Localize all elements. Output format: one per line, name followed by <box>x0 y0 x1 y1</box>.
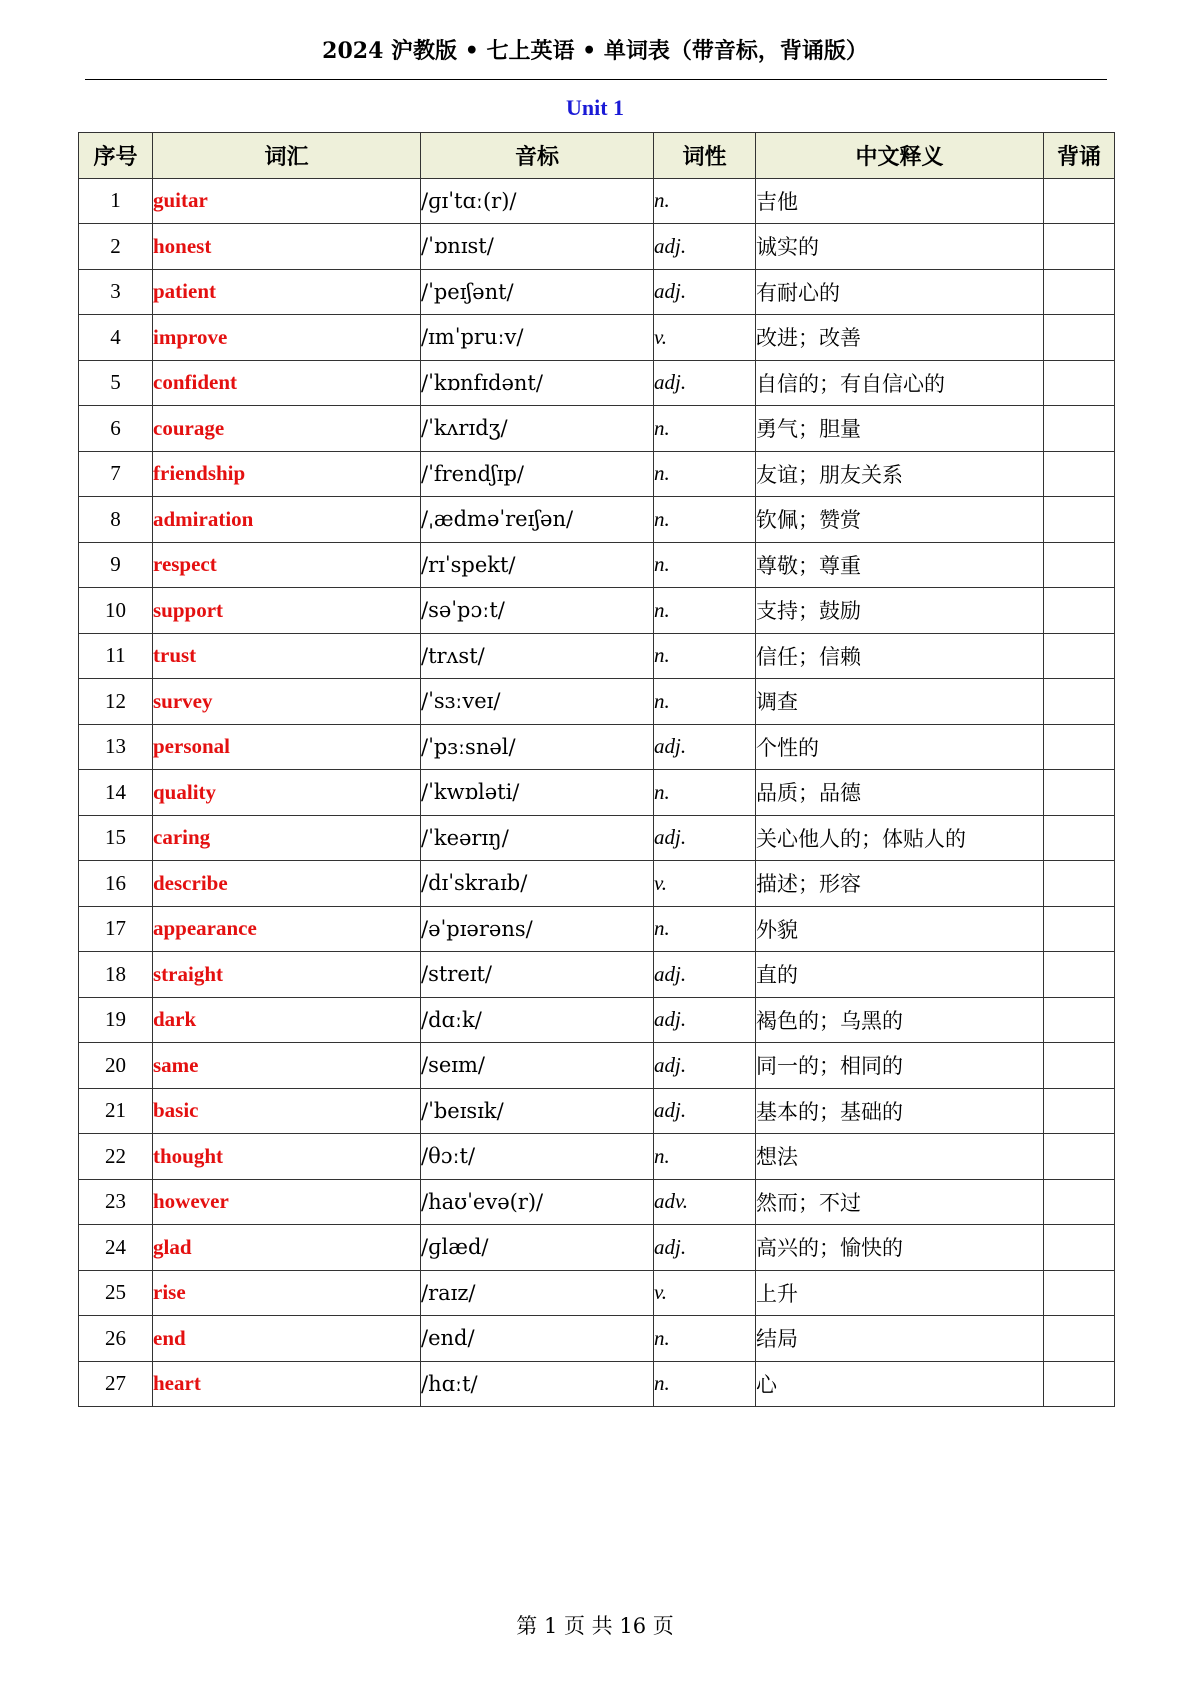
row-number: 24 <box>79 1225 153 1271</box>
part-of-speech: n. <box>654 906 756 952</box>
chinese-meaning: 改进；改善 <box>756 315 1044 361</box>
chinese-meaning: 心 <box>756 1361 1044 1407</box>
vocab-word: caring <box>153 815 421 861</box>
recite-checkbox-cell <box>1044 315 1115 361</box>
header-divider <box>85 79 1107 80</box>
chinese-meaning: 信任；信赖 <box>756 633 1044 679</box>
recite-checkbox-cell <box>1044 1134 1115 1180</box>
unit-title: Unit 1 <box>565 95 625 120</box>
vocab-word: personal <box>153 724 421 770</box>
recite-checkbox-cell <box>1044 952 1115 998</box>
chinese-meaning: 诚实的 <box>756 224 1044 270</box>
part-of-speech: n. <box>654 497 756 543</box>
recite-checkbox-cell <box>1044 451 1115 497</box>
row-number: 23 <box>79 1179 153 1225</box>
vocab-word: glad <box>153 1225 421 1271</box>
recite-checkbox-cell <box>1044 1225 1115 1271</box>
phonetic-transcription: /ˈpeɪʃənt/ <box>421 269 654 315</box>
recite-checkbox-cell <box>1044 497 1115 543</box>
chinese-meaning: 描述；形容 <box>756 861 1044 907</box>
row-number: 9 <box>79 542 153 588</box>
row-number: 18 <box>79 952 153 998</box>
table-body <box>79 178 1115 1407</box>
part-of-speech: n. <box>654 588 756 634</box>
table-row <box>79 542 1115 588</box>
phonetic-transcription: /ɡlæd/ <box>421 1225 654 1271</box>
row-number: 25 <box>79 1270 153 1316</box>
table-row <box>79 1316 1115 1362</box>
recite-checkbox-cell <box>1044 588 1115 634</box>
vocab-word: appearance <box>153 906 421 952</box>
table-row <box>79 451 1115 497</box>
table-row <box>79 1361 1115 1407</box>
part-of-speech: adj. <box>654 952 756 998</box>
chinese-meaning: 然而；不过 <box>756 1179 1044 1225</box>
phonetic-transcription: /raɪz/ <box>421 1270 654 1316</box>
vocab-word: admiration <box>153 497 421 543</box>
chinese-meaning: 支持；鼓励 <box>756 588 1044 634</box>
recite-checkbox-cell <box>1044 360 1115 406</box>
phonetic-transcription: /haʊˈevə(r)/ <box>421 1179 654 1225</box>
vocab-word: basic <box>153 1088 421 1134</box>
table-header-row <box>79 133 1115 179</box>
phonetic-transcription: /hɑːt/ <box>421 1361 654 1407</box>
phonetic-transcription: /ˌædməˈreɪʃən/ <box>421 497 654 543</box>
table-row <box>79 815 1115 861</box>
table-row <box>79 497 1115 543</box>
page-footer: 第 1 页 共 16 页 <box>516 1614 674 1638</box>
chinese-meaning: 自信的；有自信心的 <box>756 360 1044 406</box>
part-of-speech: adj. <box>654 1088 756 1134</box>
phonetic-transcription: /dɪˈskraɪb/ <box>421 861 654 907</box>
part-of-speech: n. <box>654 1316 756 1362</box>
column-header-part-of-speech: 词性 <box>654 133 756 179</box>
row-number: 8 <box>79 497 153 543</box>
recite-checkbox-cell <box>1044 679 1115 725</box>
table-row <box>79 588 1115 634</box>
table-row <box>79 1225 1115 1271</box>
recite-checkbox-cell <box>1044 406 1115 452</box>
part-of-speech: adj. <box>654 997 756 1043</box>
chinese-meaning: 基本的；基础的 <box>756 1088 1044 1134</box>
vocab-word: same <box>153 1043 421 1089</box>
chinese-meaning: 褐色的；乌黑的 <box>756 997 1044 1043</box>
part-of-speech: adj. <box>654 269 756 315</box>
row-number: 16 <box>79 861 153 907</box>
chinese-meaning: 勇气；胆量 <box>756 406 1044 452</box>
vocab-word: survey <box>153 679 421 725</box>
recite-checkbox-cell <box>1044 724 1115 770</box>
vocab-word: however <box>153 1179 421 1225</box>
vocab-word: patient <box>153 269 421 315</box>
table-row <box>79 1043 1115 1089</box>
chinese-meaning: 友谊；朋友关系 <box>756 451 1044 497</box>
part-of-speech: n. <box>654 542 756 588</box>
row-number: 2 <box>79 224 153 270</box>
part-of-speech: adj. <box>654 1043 756 1089</box>
recite-checkbox-cell <box>1044 861 1115 907</box>
vocab-word: guitar <box>153 178 421 224</box>
recite-checkbox-cell <box>1044 1179 1115 1225</box>
vocab-word: dark <box>153 997 421 1043</box>
row-number: 4 <box>79 315 153 361</box>
part-of-speech: n. <box>654 1134 756 1180</box>
table-row <box>79 406 1115 452</box>
table-row <box>79 178 1115 224</box>
chinese-meaning: 个性的 <box>756 724 1044 770</box>
table-row <box>79 997 1115 1043</box>
phonetic-transcription: /seɪm/ <box>421 1043 654 1089</box>
recite-checkbox-cell <box>1044 997 1115 1043</box>
row-number: 19 <box>79 997 153 1043</box>
table-row <box>79 1179 1115 1225</box>
chinese-meaning: 钦佩；赞赏 <box>756 497 1044 543</box>
phonetic-transcription: /trʌst/ <box>421 633 654 679</box>
vocab-word: confident <box>153 360 421 406</box>
vocab-word: improve <box>153 315 421 361</box>
chinese-meaning: 品质；品德 <box>756 770 1044 816</box>
phonetic-transcription: /streɪt/ <box>421 952 654 998</box>
part-of-speech: n. <box>654 451 756 497</box>
chinese-meaning: 直的 <box>756 952 1044 998</box>
phonetic-transcription: /ɪmˈpruːv/ <box>421 315 654 361</box>
chinese-meaning: 外貌 <box>756 906 1044 952</box>
row-number: 7 <box>79 451 153 497</box>
table-row <box>79 269 1115 315</box>
recite-checkbox-cell <box>1044 1361 1115 1407</box>
row-number: 27 <box>79 1361 153 1407</box>
vocab-word: courage <box>153 406 421 452</box>
chinese-meaning: 关心他人的；体贴人的 <box>756 815 1044 861</box>
row-number: 21 <box>79 1088 153 1134</box>
table-row <box>79 224 1115 270</box>
row-number: 26 <box>79 1316 153 1362</box>
chinese-meaning: 上升 <box>756 1270 1044 1316</box>
part-of-speech: adj. <box>654 1225 756 1271</box>
table-row <box>79 360 1115 406</box>
phonetic-transcription: /əˈpɪərəns/ <box>421 906 654 952</box>
chinese-meaning: 结局 <box>756 1316 1044 1362</box>
part-of-speech: v. <box>654 1270 756 1316</box>
recite-checkbox-cell <box>1044 542 1115 588</box>
chinese-meaning: 高兴的；愉快的 <box>756 1225 1044 1271</box>
vocab-word: trust <box>153 633 421 679</box>
row-number: 10 <box>79 588 153 634</box>
column-header-phonetic: 音标 <box>421 133 654 179</box>
part-of-speech: adv. <box>654 1179 756 1225</box>
chinese-meaning: 尊敬；尊重 <box>756 542 1044 588</box>
column-header-recite: 背诵 <box>1044 133 1115 179</box>
vocab-word: rise <box>153 1270 421 1316</box>
page-header: 2024 沪教版 • 七上英语 • 单词表（带音标，背诵版） <box>322 38 868 64</box>
vocab-word: end <box>153 1316 421 1362</box>
vocab-word: honest <box>153 224 421 270</box>
vocab-word: quality <box>153 770 421 816</box>
phonetic-transcription: /ˈbeɪsɪk/ <box>421 1088 654 1134</box>
part-of-speech: n. <box>654 770 756 816</box>
row-number: 5 <box>79 360 153 406</box>
phonetic-transcription: /ˈɒnɪst/ <box>421 224 654 270</box>
phonetic-transcription: /ˈkeərɪŋ/ <box>421 815 654 861</box>
table-row <box>79 1270 1115 1316</box>
phonetic-transcription: /θɔːt/ <box>421 1134 654 1180</box>
part-of-speech: adj. <box>654 815 756 861</box>
column-header-chinese-meaning: 中文释义 <box>756 133 1044 179</box>
row-number: 13 <box>79 724 153 770</box>
row-number: 17 <box>79 906 153 952</box>
table-row <box>79 679 1115 725</box>
table-row <box>79 906 1115 952</box>
table-row <box>79 1088 1115 1134</box>
vocab-word: thought <box>153 1134 421 1180</box>
part-of-speech: v. <box>654 315 756 361</box>
phonetic-transcription: /ɡɪˈtɑː(r)/ <box>421 178 654 224</box>
phonetic-transcription: /ˈpɜːsnəl/ <box>421 724 654 770</box>
part-of-speech: adj. <box>654 724 756 770</box>
recite-checkbox-cell <box>1044 178 1115 224</box>
column-header-word: 词汇 <box>153 133 421 179</box>
row-number: 22 <box>79 1134 153 1180</box>
phonetic-transcription: /end/ <box>421 1316 654 1362</box>
chinese-meaning: 吉他 <box>756 178 1044 224</box>
vocab-word: heart <box>153 1361 421 1407</box>
vocab-word: describe <box>153 861 421 907</box>
chinese-meaning: 想法 <box>756 1134 1044 1180</box>
phonetic-transcription: /ˈkwɒləti/ <box>421 770 654 816</box>
phonetic-transcription: /səˈpɔːt/ <box>421 588 654 634</box>
table-row <box>79 861 1115 907</box>
part-of-speech: n. <box>654 679 756 725</box>
vocab-word: friendship <box>153 451 421 497</box>
table-row <box>79 724 1115 770</box>
recite-checkbox-cell <box>1044 815 1115 861</box>
vocab-word: respect <box>153 542 421 588</box>
row-number: 3 <box>79 269 153 315</box>
recite-checkbox-cell <box>1044 224 1115 270</box>
row-number: 20 <box>79 1043 153 1089</box>
part-of-speech: adj. <box>654 224 756 270</box>
phonetic-transcription: /dɑːk/ <box>421 997 654 1043</box>
table-row <box>79 770 1115 816</box>
part-of-speech: n. <box>654 406 756 452</box>
recite-checkbox-cell <box>1044 269 1115 315</box>
phonetic-transcription: /ˈkʌrɪdʒ/ <box>421 406 654 452</box>
recite-checkbox-cell <box>1044 1316 1115 1362</box>
phonetic-transcription: /ˈkɒnfɪdənt/ <box>421 360 654 406</box>
table-row <box>79 1134 1115 1180</box>
row-number: 1 <box>79 178 153 224</box>
row-number: 11 <box>79 633 153 679</box>
recite-checkbox-cell <box>1044 1043 1115 1089</box>
phonetic-transcription: /ˈsɜːveɪ/ <box>421 679 654 725</box>
vocabulary-table <box>78 132 1115 1407</box>
recite-checkbox-cell <box>1044 1088 1115 1134</box>
phonetic-transcription: /ˈfrendʃɪp/ <box>421 451 654 497</box>
table-row <box>79 952 1115 998</box>
vocab-word: support <box>153 588 421 634</box>
row-number: 6 <box>79 406 153 452</box>
part-of-speech: adj. <box>654 360 756 406</box>
part-of-speech: v. <box>654 861 756 907</box>
recite-checkbox-cell <box>1044 770 1115 816</box>
chinese-meaning: 同一的；相同的 <box>756 1043 1044 1089</box>
recite-checkbox-cell <box>1044 633 1115 679</box>
recite-checkbox-cell <box>1044 1270 1115 1316</box>
part-of-speech: n. <box>654 633 756 679</box>
table-row <box>79 633 1115 679</box>
row-number: 14 <box>79 770 153 816</box>
phonetic-transcription: /rɪˈspekt/ <box>421 542 654 588</box>
chinese-meaning: 有耐心的 <box>756 269 1044 315</box>
row-number: 15 <box>79 815 153 861</box>
chinese-meaning: 调查 <box>756 679 1044 725</box>
vocab-word: straight <box>153 952 421 998</box>
column-header-number: 序号 <box>79 133 153 179</box>
part-of-speech: n. <box>654 1361 756 1407</box>
part-of-speech: n. <box>654 178 756 224</box>
table-row <box>79 315 1115 361</box>
row-number: 12 <box>79 679 153 725</box>
recite-checkbox-cell <box>1044 906 1115 952</box>
